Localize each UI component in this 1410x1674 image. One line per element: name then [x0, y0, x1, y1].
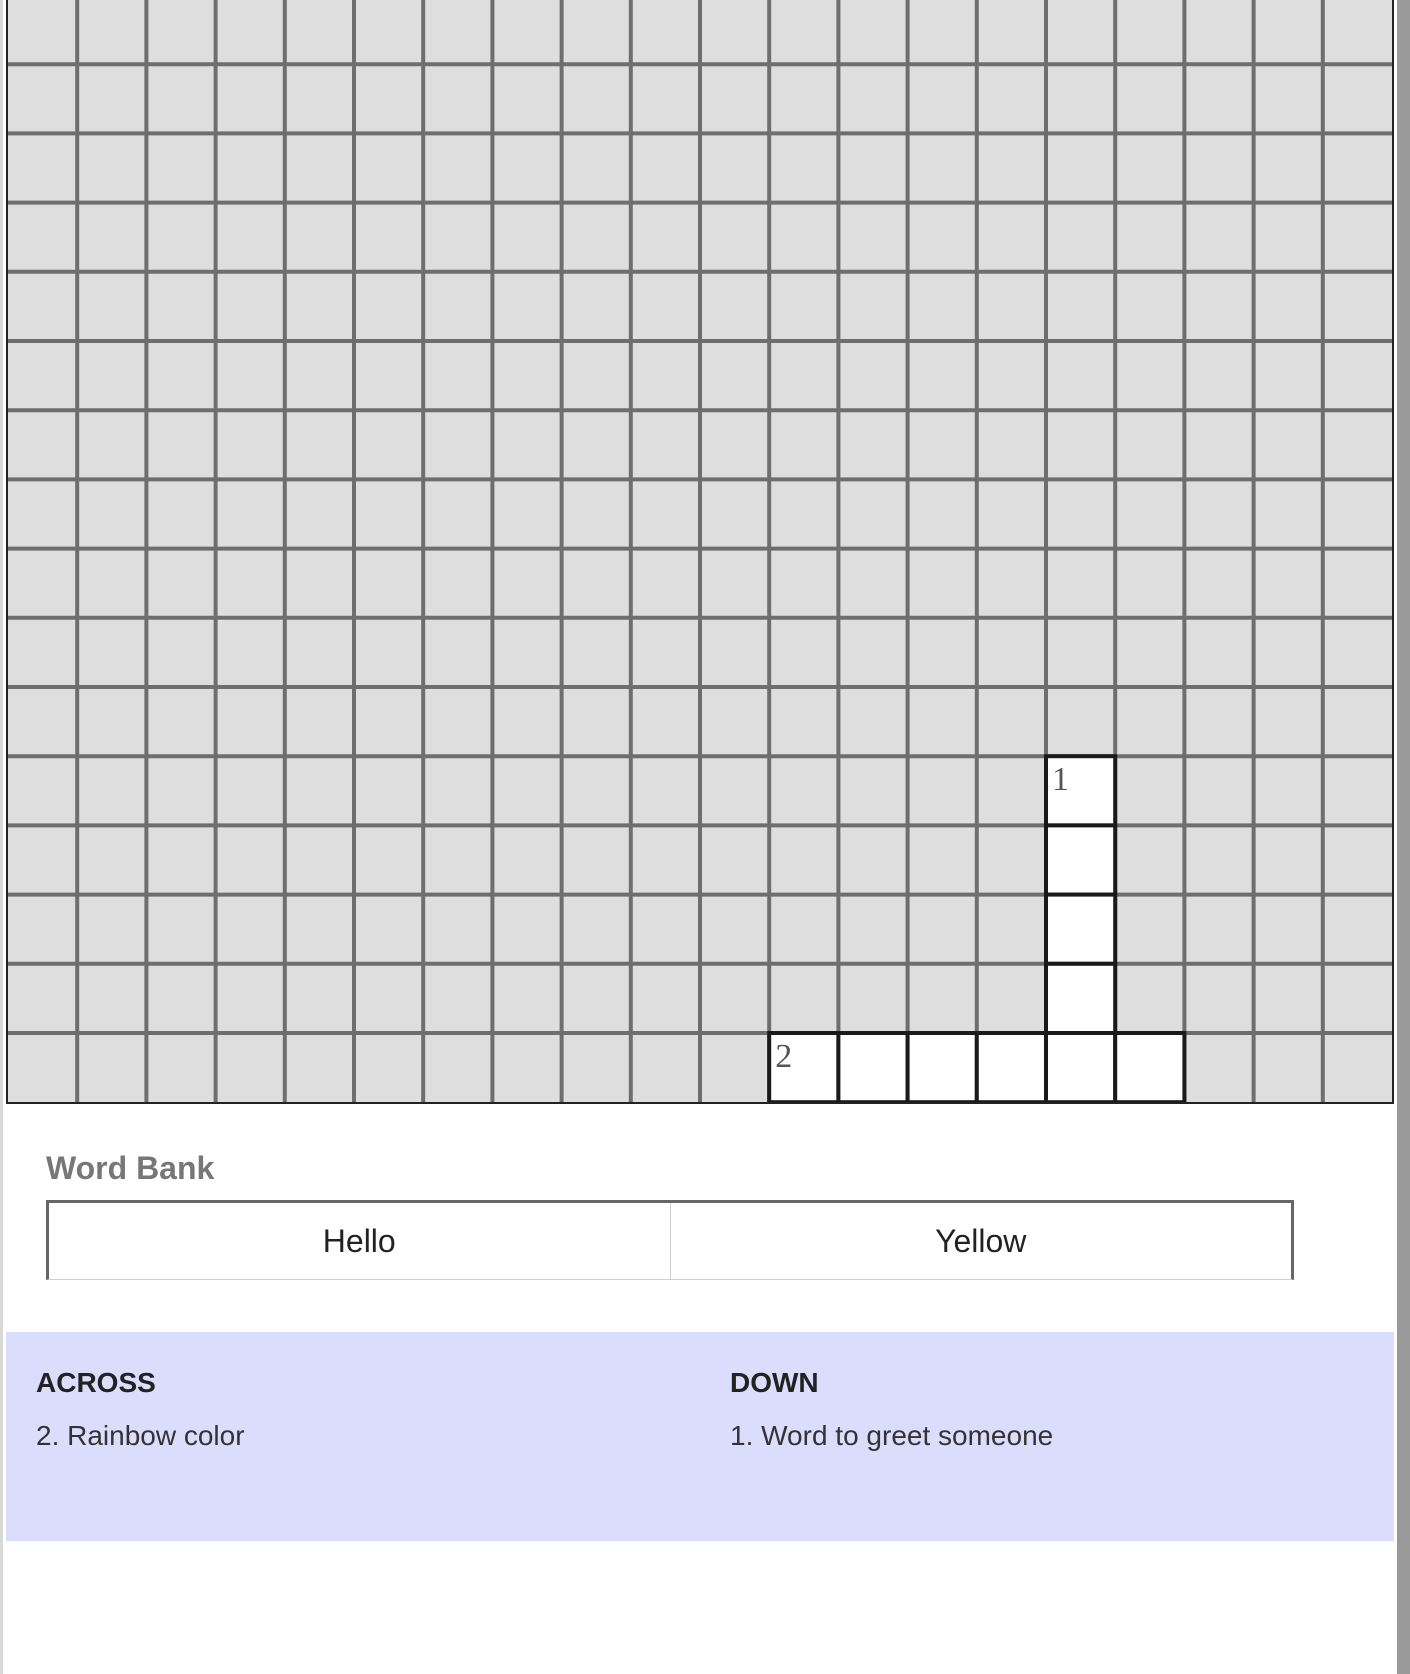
crossword-cell[interactable] — [1046, 825, 1115, 894]
word-bank-title: Word Bank — [46, 1150, 215, 1186]
crossword-cell[interactable] — [977, 1033, 1046, 1102]
across-clues — [36, 1368, 245, 1452]
word-bank-word: Hello — [322, 1222, 396, 1259]
across-clue-item: 2. Rainbow color — [36, 1419, 245, 1451]
word-bank-table — [46, 1200, 1294, 1280]
window-left-edge — [0, 0, 3, 1674]
cell-number: 2 — [775, 1038, 793, 1075]
across-heading: ACROSS — [36, 1367, 156, 1398]
crossword-grid-svg — [8, 0, 1392, 1102]
crossword-cell[interactable] — [908, 1033, 977, 1102]
crossword-cell[interactable] — [1046, 964, 1115, 1033]
word-bank — [46, 1152, 1294, 1280]
cell-number: 1 — [1052, 761, 1069, 799]
crossword-cell[interactable] — [1046, 1033, 1115, 1102]
clues-panel — [6, 1332, 1394, 1541]
down-clues — [730, 1368, 1053, 1452]
crossword-cell[interactable] — [1046, 895, 1115, 964]
down-clue-item: 1. Word to greet someone — [730, 1419, 1054, 1451]
crossword-grid — [6, 0, 1394, 1104]
crossword-cell[interactable] — [838, 1033, 907, 1102]
down-heading: DOWN — [730, 1367, 819, 1398]
window-scrollbar[interactable] — [1397, 0, 1410, 1674]
crossword-cell[interactable] — [1115, 1033, 1184, 1102]
word-bank-word: Yellow — [670, 1203, 1292, 1279]
